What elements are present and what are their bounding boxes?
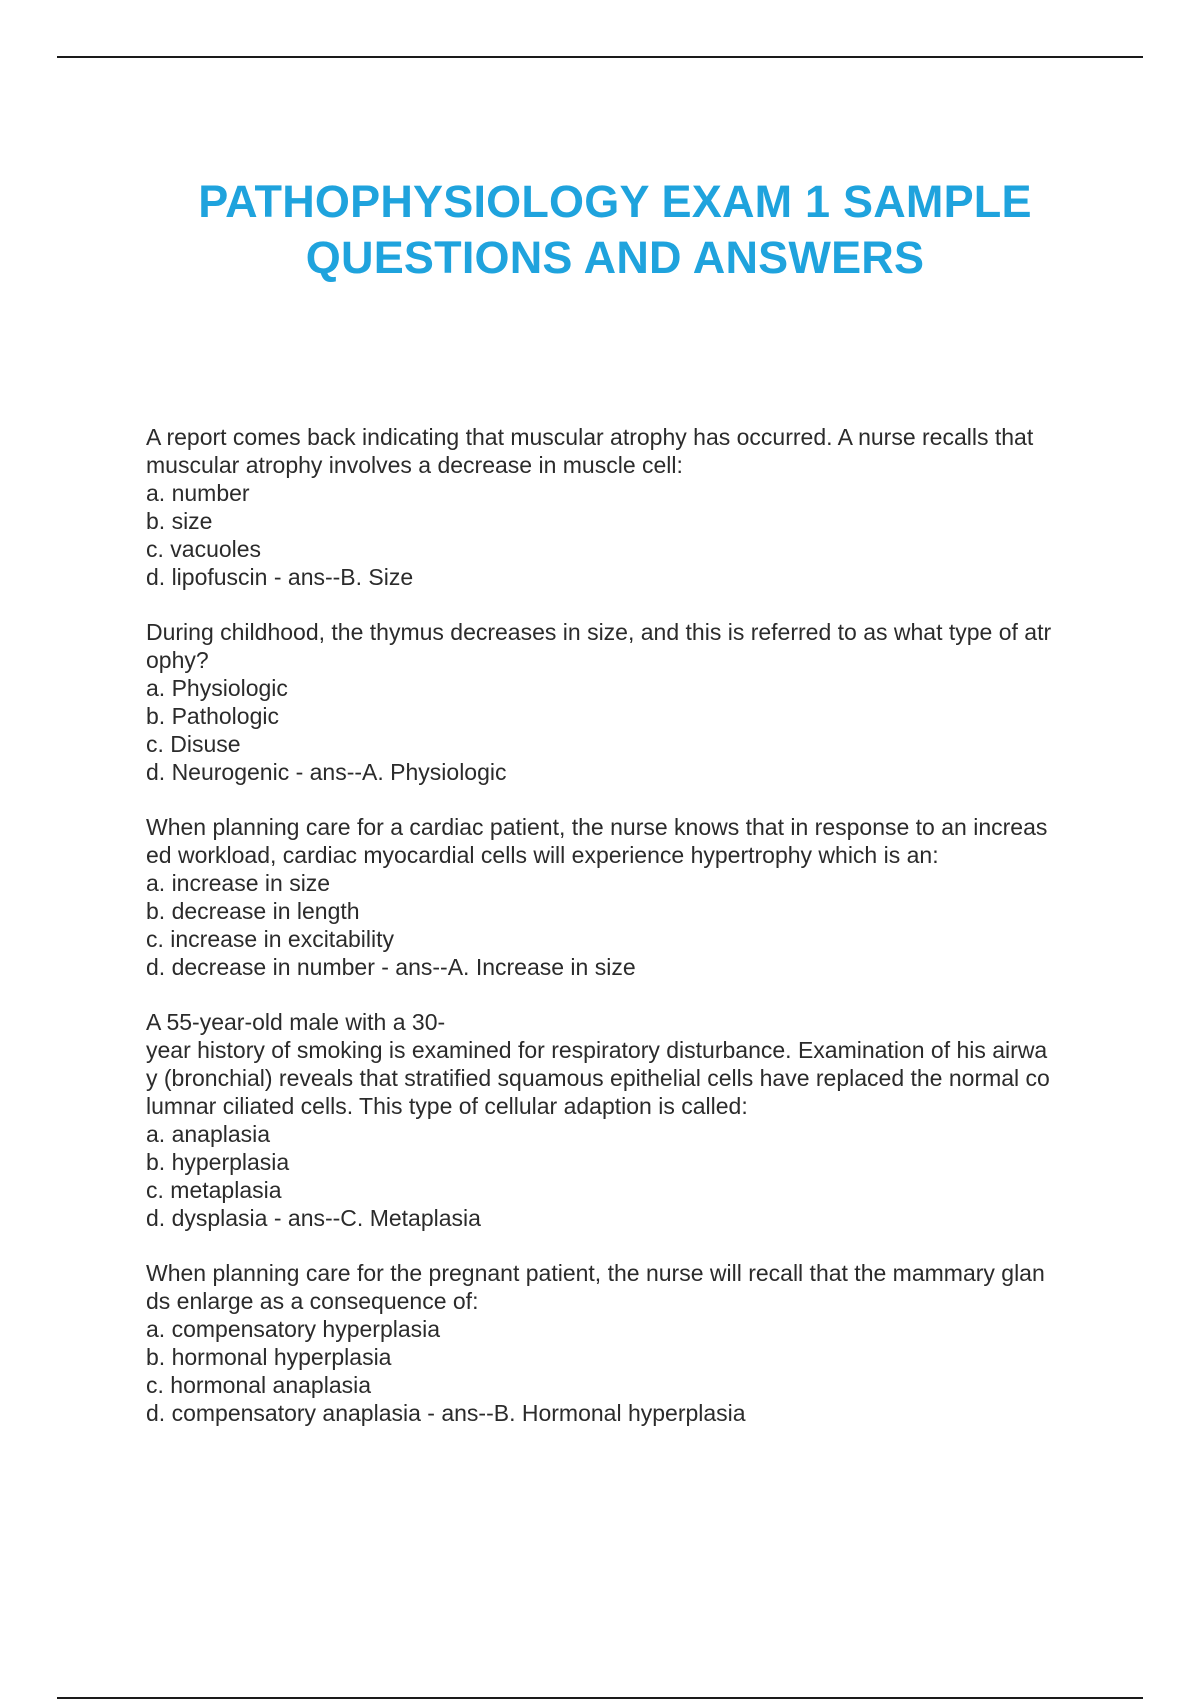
- question-text-line: year history of smoking is examined for respiratory disturbance. Examination of his airwa: [146, 1037, 1048, 1063]
- question-text-line: lumnar ciliated cells. This type of cellular adaption is called:: [146, 1093, 748, 1119]
- answer-option-with-key: d. compensatory anaplasia - ans--B. Hormonal hyperplasia: [146, 1400, 746, 1426]
- answer-option: a. increase in size: [146, 870, 331, 896]
- answer-option: a. number: [146, 480, 250, 506]
- question-text-line: A 55-year-old male with a 30-: [146, 1009, 446, 1035]
- document-title: [0, 174, 1200, 286]
- footer-rule: [57, 1697, 1143, 1699]
- answer-option: c. vacuoles: [146, 536, 262, 562]
- answer-option: c. increase in excitability: [146, 926, 394, 952]
- answer-option-with-key: d. decrease in number - ans--A. Increase in size: [146, 954, 636, 980]
- question-text-line: When planning care for a cardiac patient, the nurse knows that in response to an increas: [146, 814, 1048, 840]
- question-text-line: ds enlarge as a consequence of:: [146, 1288, 479, 1314]
- question-text-line: During childhood, the thymus decreases in size, and this is referred to as what type of atr: [146, 619, 1052, 645]
- question-text-line: ed workload, cardiac myocardial cells will experience hypertrophy which is an:: [146, 842, 939, 868]
- question-block: [146, 813, 1096, 981]
- answer-option: c. metaplasia: [146, 1177, 282, 1203]
- question-text-line: When planning care for the pregnant patient, the nurse will recall that the mammary glan: [146, 1260, 1045, 1286]
- answer-option: c. hormonal anaplasia: [146, 1372, 372, 1398]
- title-line: PATHOPHYSIOLOGY EXAM 1 SAMPLE: [198, 176, 1032, 227]
- answer-option-with-key: d. dysplasia - ans--C. Metaplasia: [146, 1205, 481, 1231]
- question-block: [146, 1008, 1096, 1232]
- answer-option: b. hyperplasia: [146, 1149, 290, 1175]
- question-block: [146, 423, 1096, 591]
- answer-option-with-key: d. Neurogenic - ans--A. Physiologic: [146, 759, 507, 785]
- answer-option: b. hormonal hyperplasia: [146, 1344, 392, 1370]
- question-text-line: y (bronchial) reveals that stratified squamous epithelial cells have replaced the normal co: [146, 1065, 1050, 1091]
- answer-option: b. Pathologic: [146, 703, 279, 729]
- answer-option: a. anaplasia: [146, 1121, 271, 1147]
- question-text-line: muscular atrophy involves a decrease in muscle cell:: [146, 452, 683, 478]
- question-list: [146, 423, 1096, 1454]
- answer-option: a. Physiologic: [146, 675, 288, 701]
- answer-option-with-key: d. lipofuscin - ans--B. Size: [146, 564, 414, 590]
- answer-option: b. decrease in length: [146, 898, 360, 924]
- answer-option: c. Disuse: [146, 731, 241, 757]
- question-text-line: ophy?: [146, 647, 209, 673]
- question-block: [146, 618, 1096, 786]
- question-text-line: A report comes back indicating that muscular atrophy has occurred. A nurse recalls that: [146, 424, 1034, 450]
- title-line: QUESTIONS AND ANSWERS: [305, 232, 925, 283]
- answer-option: b. size: [146, 508, 213, 534]
- answer-option: a. compensatory hyperplasia: [146, 1316, 441, 1342]
- question-block: [146, 1259, 1096, 1427]
- header-rule: [57, 56, 1143, 58]
